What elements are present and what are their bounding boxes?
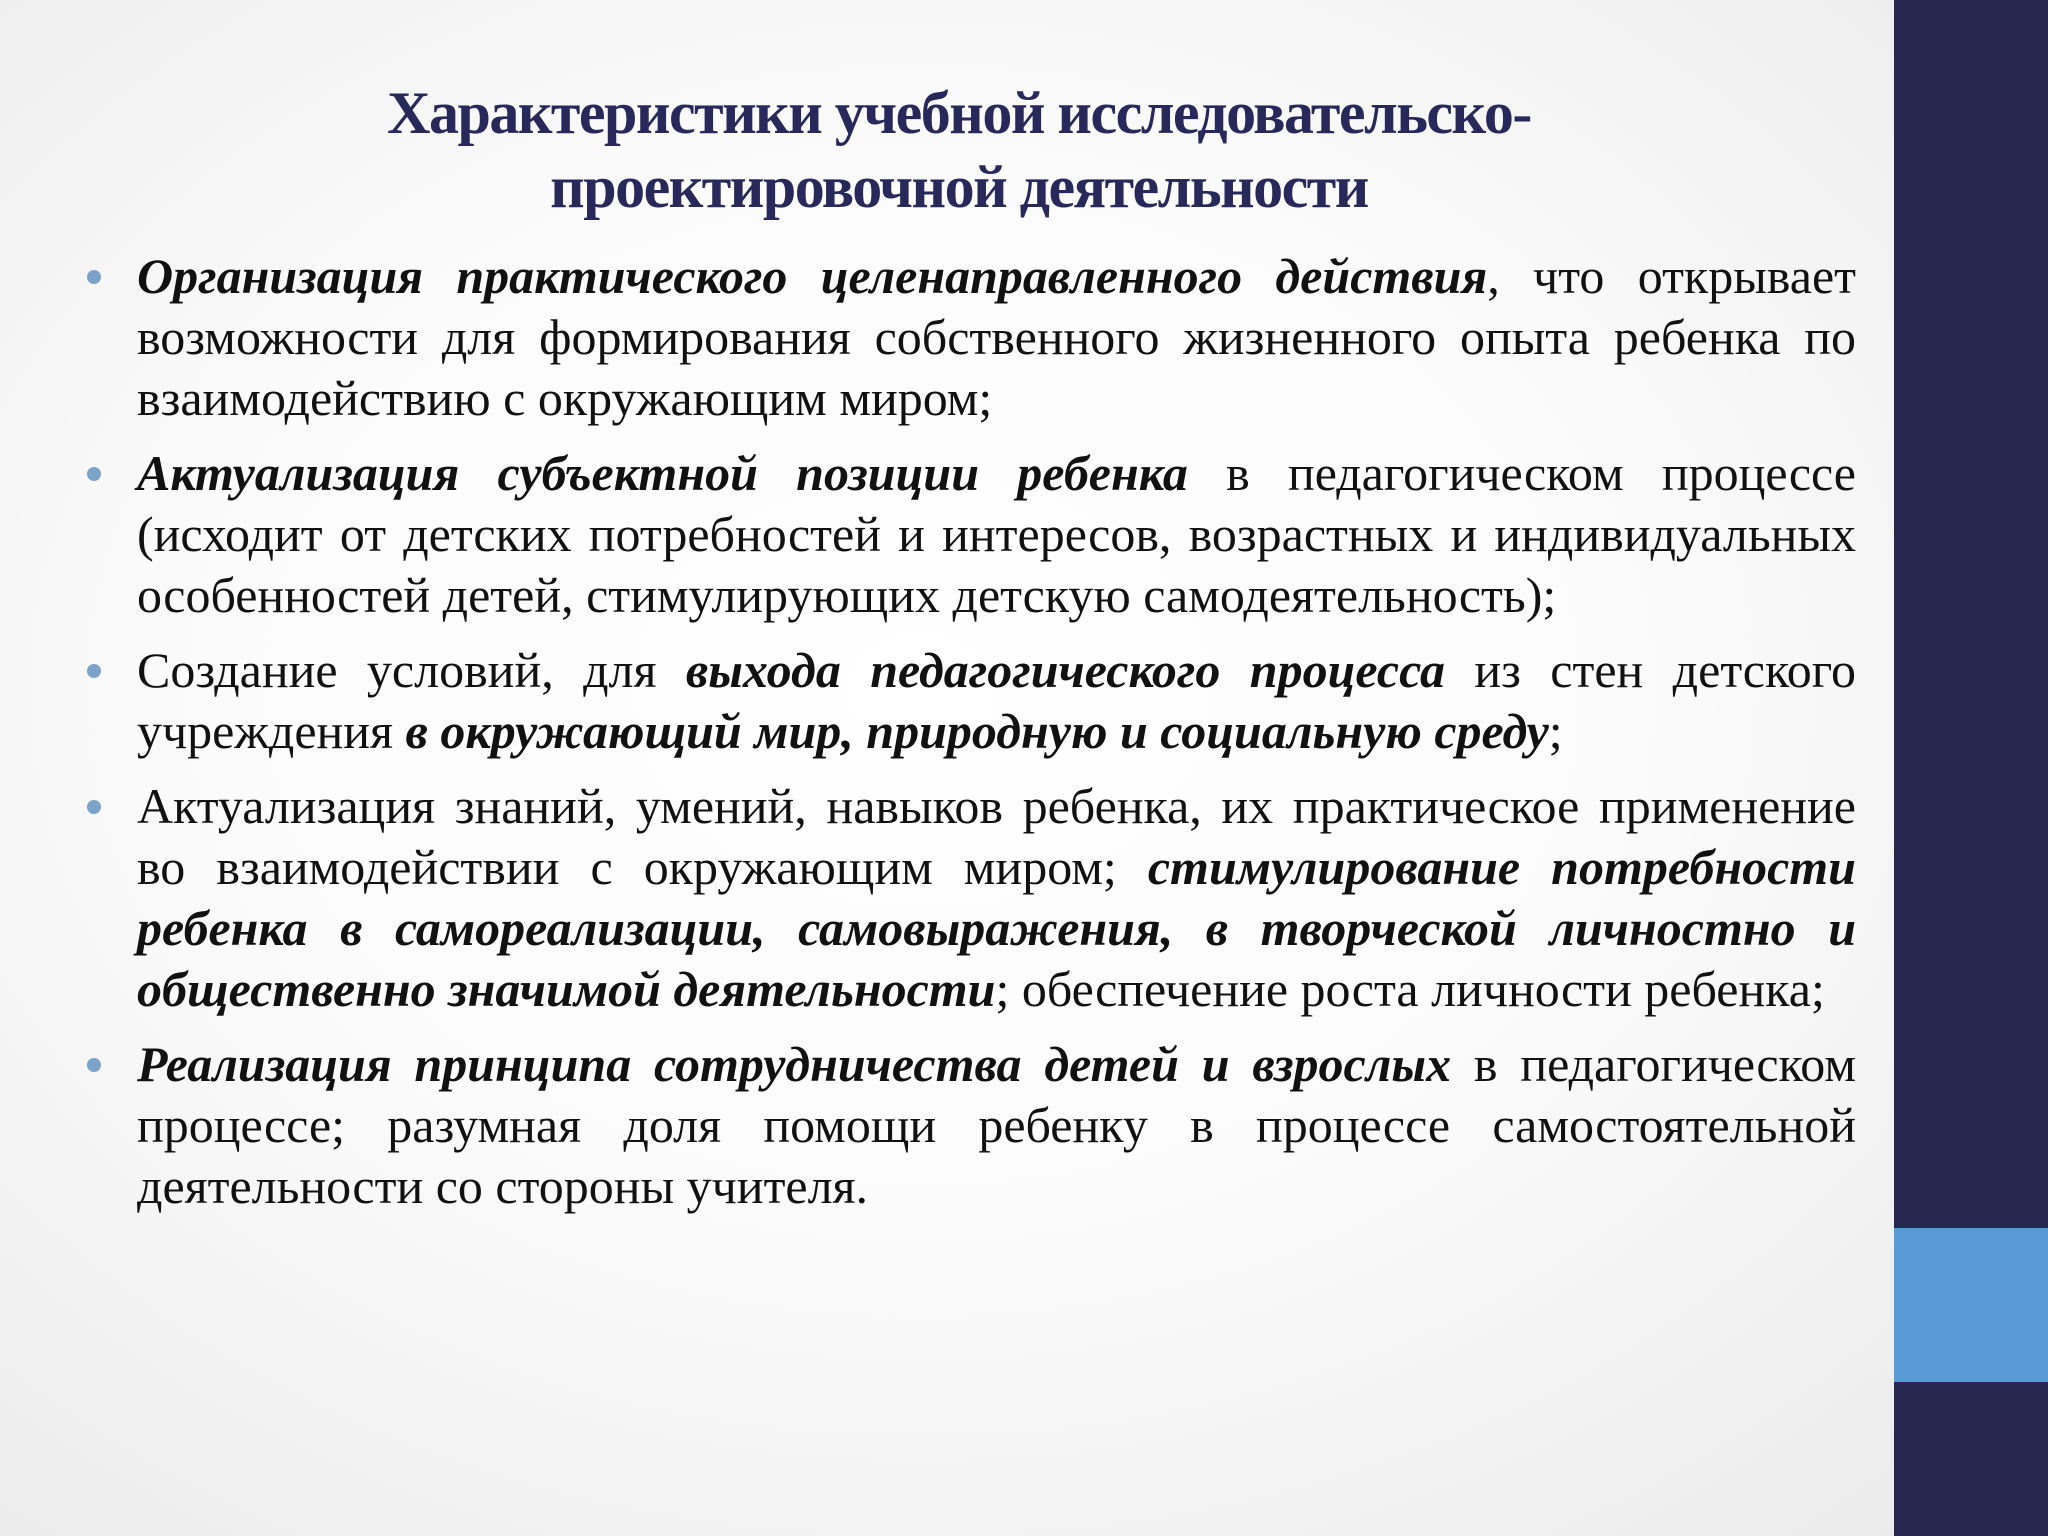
bullet-dot-icon [87, 800, 101, 814]
bullet-dot-icon [87, 664, 101, 678]
bullet-item-5 [0, 1034, 1894, 1217]
plain-text: Создание условий, для [137, 642, 686, 698]
emphasis-text: Реализация принципа сотрудничества детей и взрослых [137, 1036, 1452, 1092]
bullet-dot-icon [87, 467, 101, 481]
bullet-text [137, 443, 1856, 626]
bullet-item-3 [0, 640, 1894, 762]
slide-title [0, 76, 1918, 224]
plain-text: ; [1548, 703, 1563, 759]
emphasis-text: стимулирование потребности ребенка в самореализации, самовыражения, в творческой личностно и общественно значимой деятельности [137, 839, 1856, 1017]
plain-text: Актуализация знаний, умений, навыков ребенка, их практическое применение во взаимодействии с окружающим миром; [137, 778, 1856, 895]
bullet-item-2 [0, 443, 1894, 626]
plain-text: в педагогическом процессе (исходит от детских потребностей и интересов, возрастных и индивидуальных особенностей детей, стимулирующих детскую самодеятельность); [137, 445, 1857, 623]
plain-text: из стен детского учреждения [137, 642, 1856, 759]
plain-text: , что открывает возможности для формирования собственного жизненного опыта ребенка по взаимодействию с окружающим миром; [137, 248, 1856, 426]
plain-text: ; обеспечение роста личности ребенка; [995, 961, 1825, 1017]
bullet-list [0, 246, 1894, 1231]
slide-title-line-1: Характеристики учебной исследовательско- [387, 80, 1531, 146]
bullet-item-4 [0, 776, 1894, 1020]
emphasis-text: в окружающий мир, природную и социальную среду [405, 703, 1549, 759]
plain-text: в педагогическом процессе; разумная доля помощи ребенку в процессе самостоятельной деятельности со стороны учителя. [137, 1036, 1856, 1214]
emphasis-text: Актуализация субъектной позиции ребенка [137, 445, 1188, 501]
bullet-dot-icon [87, 1058, 101, 1072]
bullet-text [137, 776, 1856, 1020]
bullet-text [137, 1034, 1856, 1217]
emphasis-text: выхода педагогического процесса [685, 642, 1445, 698]
bullet-dot-icon [87, 270, 101, 284]
bullet-text [137, 640, 1856, 762]
slide-title-line-2: проектировочной деятельности [550, 154, 1368, 220]
bullet-item-1 [0, 246, 1894, 429]
bullet-text [137, 246, 1856, 429]
side-bar-accent [1894, 1228, 2048, 1382]
emphasis-text: Организация практического целенаправленного действия [137, 248, 1488, 304]
